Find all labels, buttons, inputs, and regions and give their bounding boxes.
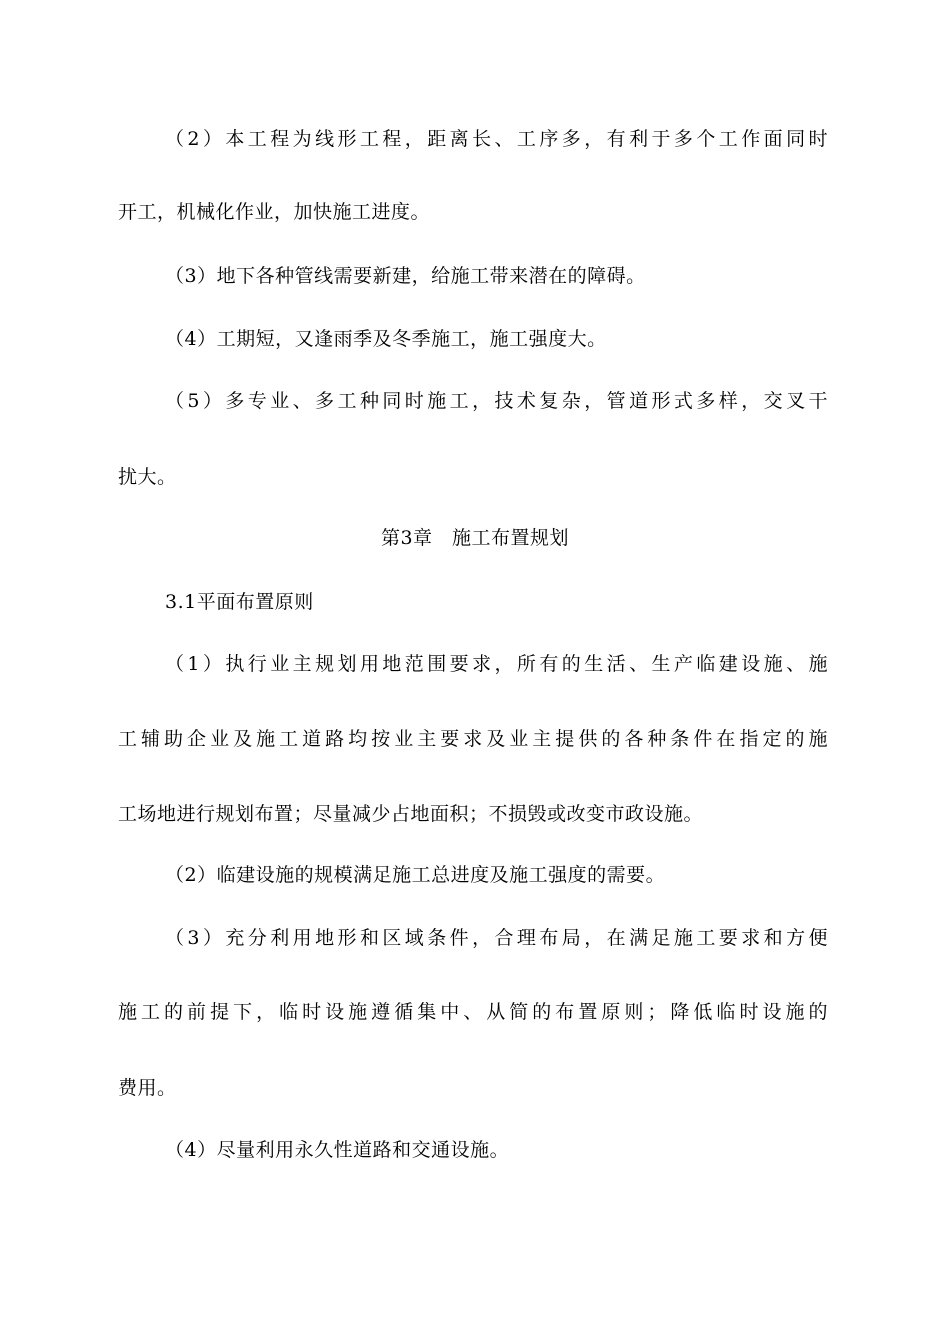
paragraph-line: 开工，机械化作业，加快施工进度。 (118, 201, 431, 223)
chapter-heading: 第3章 施工布置规划 (380, 527, 570, 549)
paragraph-line: 工场地进行规划布置；尽量减少占地面积；不损毁或改变市政设施。 (118, 803, 704, 825)
paragraph-line: （3）充分利用地形和区域条件，合理布局，在满足施工要求和方便 (165, 927, 828, 949)
paragraph-line: （3）地下各种管线需要新建，给施工带来潜在的障碍。 (165, 265, 646, 287)
paragraph-line: 费用。 (118, 1077, 177, 1099)
paragraph-line: （4）工期短，又逢雨季及冬季施工，施工强度大。 (165, 328, 607, 350)
paragraph-line: （5）多专业、多工种同时施工，技术复杂，管道形式多样，交叉干 (165, 390, 828, 412)
section-heading: 3.1平面布置原则 (165, 591, 314, 613)
paragraph-line: 施工的前提下，临时设施遵循集中、从简的布置原则；降低临时设施的 (118, 1001, 828, 1023)
paragraph-line: 扰大。 (118, 466, 177, 488)
paragraph-line: （2）临建设施的规模满足施工总进度及施工强度的需要。 (165, 864, 666, 886)
paragraph-line: 工辅助企业及施工道路均按业主要求及业主提供的各种条件在指定的施 (118, 728, 828, 750)
paragraph-line: （1）执行业主规划用地范围要求，所有的生活、生产临建设施、施 (165, 653, 828, 675)
paragraph-line: （2）本工程为线形工程，距离长、工序多，有利于多个工作面同时 (165, 128, 828, 150)
paragraph-line: （4）尽量利用永久性道路和交通设施。 (165, 1139, 510, 1161)
